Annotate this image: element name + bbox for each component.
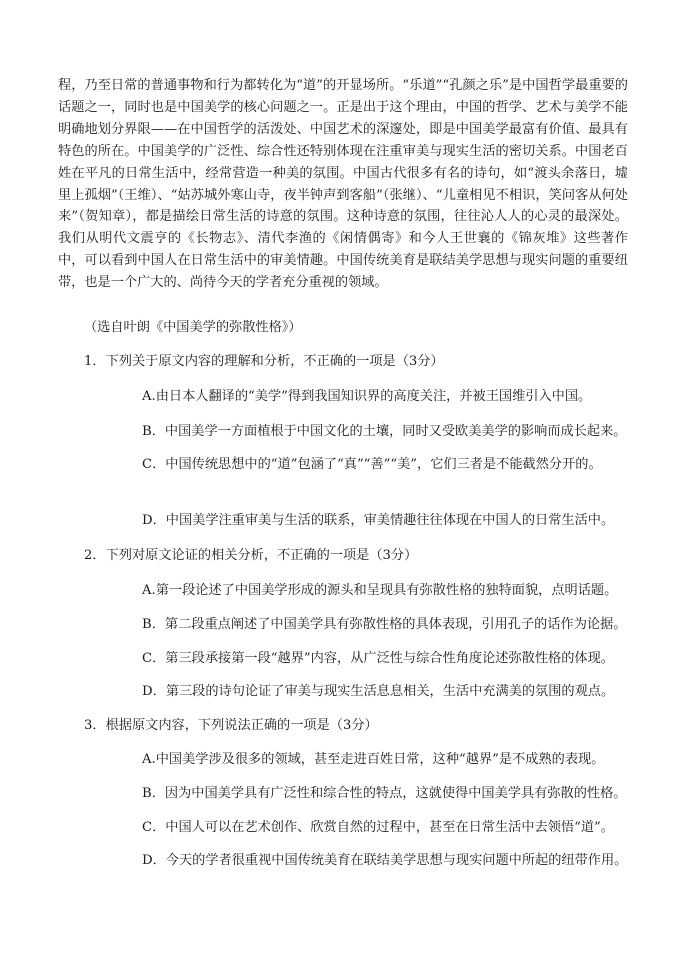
passage-source: （选自叶朗《中国美学的弥散性格》）	[84, 320, 302, 335]
question-2-option-c: C．第三段承接第一段“越界”内容，从广泛性与综合性角度论述弥散性格的体现。	[142, 651, 614, 666]
question-2-stem: 2．下列对原文论证的相关分析，不正确的一项是（3分）	[84, 548, 418, 563]
question-2-option-a: A.第一段论述了中国美学形成的源头和呈现具有弥散性格的独特面貌，点明话题。	[142, 583, 618, 598]
question-3-stem: 3．根据原文内容，下列说法正确的一项是（3分）	[84, 718, 378, 733]
question-3-option-c: C．中国人可以在艺术创作、欣赏自然的过程中，甚至在日常生活中去领悟“道”。	[142, 820, 614, 835]
question-1-option-d: D．中国美学注重审美与生活的联系，审美情趣往往体现在中国人的日常生活中。	[142, 513, 615, 528]
passage-paragraph: 程，乃至日常的普通事物和行为都转化为“道”的开显场所。“乐道”“孔颜之乐”是中国哲学最重要的话题之一，同时也是中国美学的核心问题之一。正是出于这个理由，中国的哲学、艺术与美学不能明确地划分界限——在中国哲学的活泼处、中国艺术的深邃处，即是中国美学最富有价值、最具有特色的所在。中国美学的广泛性、综合性还特别体现在注重审美与现实生活的密切关系。中国老百姓在平凡的日常生活中，经常营造一种美的氛围。中国古代很多有名的诗句，如“渡头余落日，墟里上孤烟”（王维）、“姑苏城外寒山寺，夜半钟声到客船”（张继）、“儿童相见不相识，笑问客从何处来”（贺知章），都是描绘日常生活的诗意的氛围。这种诗意的氛围，往往沁人人的心灵的最深处。我们从明代文震亨的《长物志》、清代李渔的《闲情偶寄》和今人王世襄的《锦灰堆》这些著作中，可以看到中国人在日常生活中的审美情趣。中国传统美育是联结美学思想与现实问题的重要纽带，也是一个广大的、尚待今天的学者充分重视的领域。	[58, 78, 628, 291]
question-1-option-c: C．中国传统思想中的“道”包涵了“真”“善”“美”，它们三者是不能截然分开的。	[142, 457, 602, 472]
question-1-stem: 1．下列关于原文内容的理解和分析，不正确的一项是（3分）	[84, 354, 444, 369]
question-2-option-d: D．第三段的诗句论证了审美与现实生活息息相关，生活中充满美的氛围的观点。	[142, 684, 615, 699]
question-3-option-d: D．今天的学者很重视中国传统美育在联结美学思想与现实问题中所起的纽带作用。	[142, 853, 628, 868]
question-3-option-a: A.中国美学涉及很多的领域，甚至走进百姓日常，这种“越界”是不成熟的表现。	[142, 752, 605, 767]
question-3-option-b: B．因为中国美学具有广泛性和综合性的特点，这就使得中国美学具有弥散的性格。	[142, 786, 627, 801]
question-1-option-b: B．中国美学一方面植根于中国文化的土壤，同时又受欧美美学的影响而成长起来。	[142, 424, 627, 439]
question-1-option-a: A.由日本人翻译的“美学”得到我国知识界的高度关注，并被王国维引入中国。	[142, 389, 592, 404]
question-2-option-b: B．第二段重点阐述了中国美学具有弥散性格的具体表现，引用孔子的话作为论据。	[142, 617, 627, 632]
